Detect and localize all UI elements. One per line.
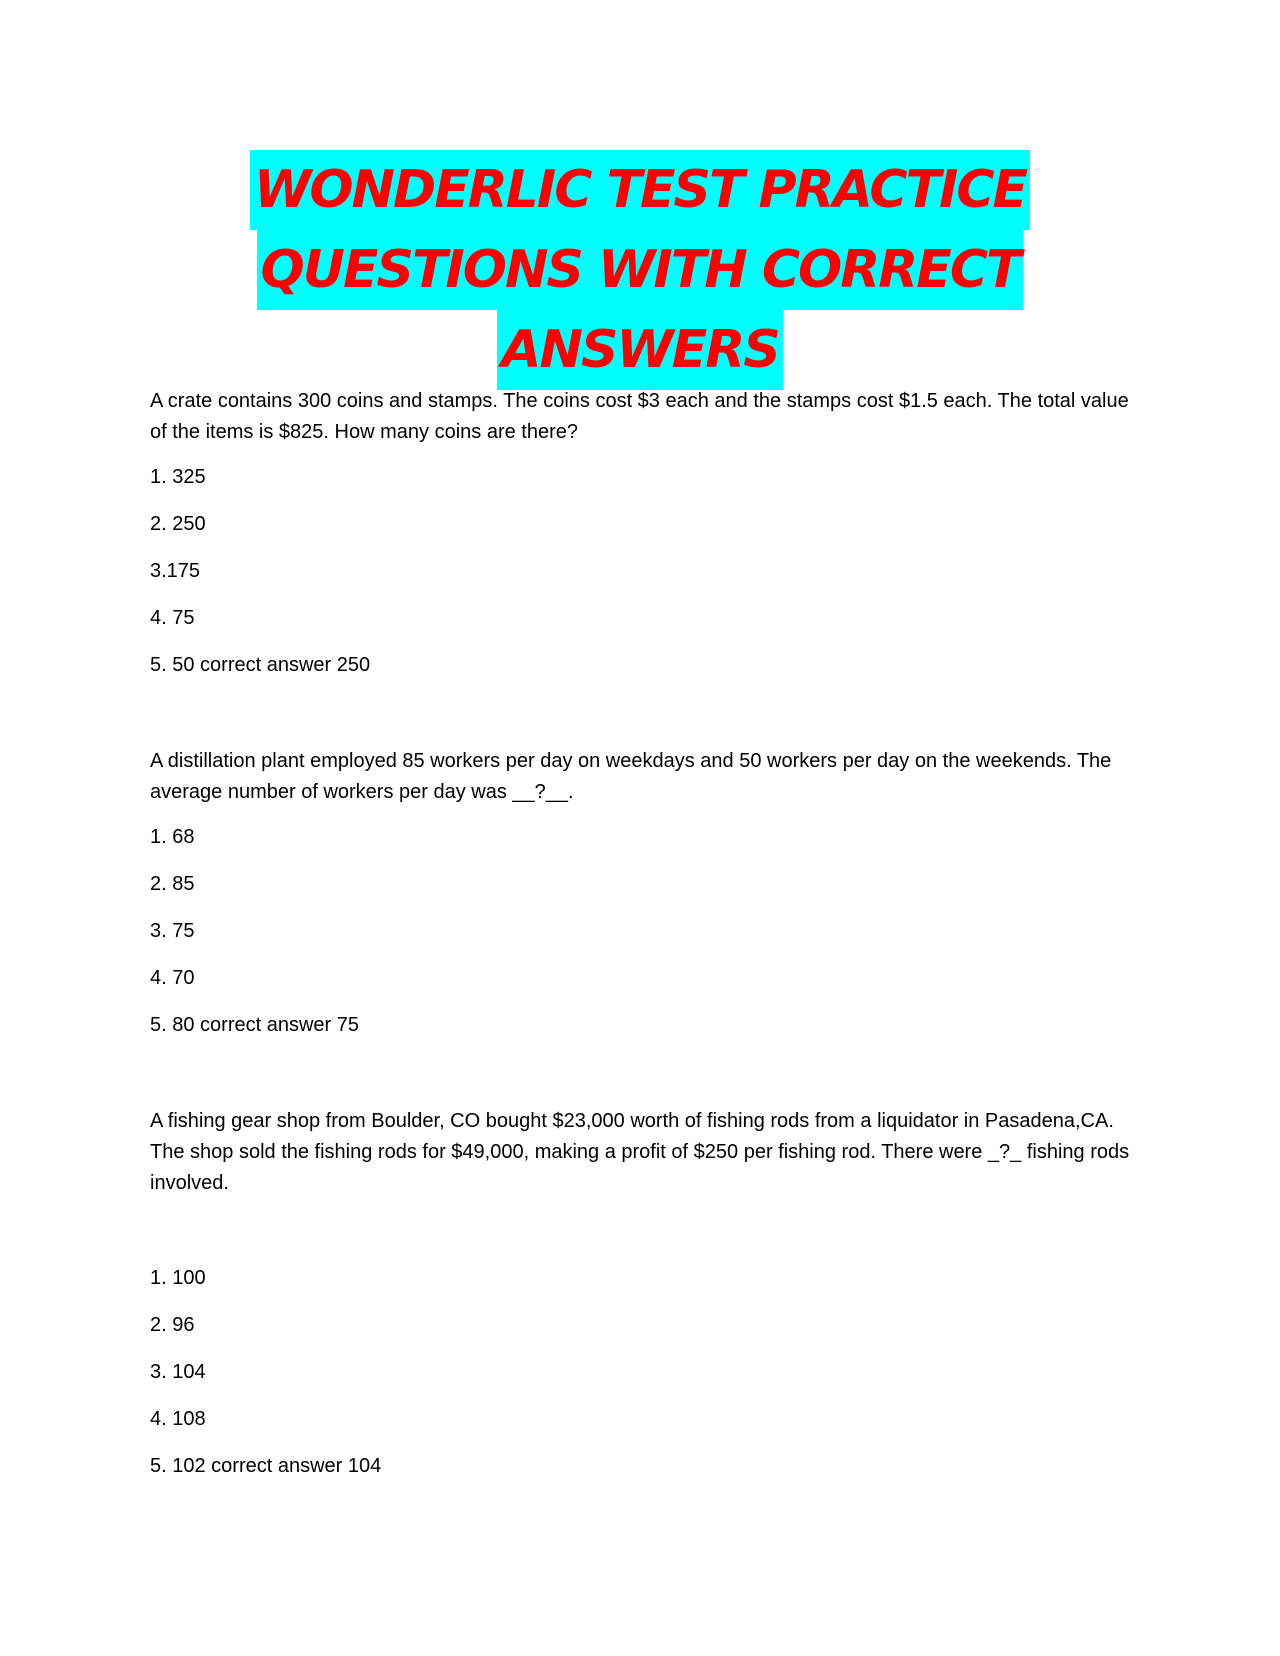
- question-3: [150, 1106, 1130, 1482]
- option-3: 3. 75: [150, 920, 195, 942]
- option-4: 4. 75: [150, 607, 195, 629]
- title-line-2: QUESTIONS WITH CORRECT: [257, 230, 1024, 310]
- title-line-3: ANSWERS: [497, 310, 783, 390]
- option-5: 5. 102 correct answer 104: [150, 1455, 382, 1477]
- question-text: A fishing gear shop from Boulder, CO bought $23,000 worth of fishing rods from a liquidator in Pasadena,CA. The shop sold the fishing rods for $49,000, making a profit of $250 per fishing rod. There were _?_ fishing rods involved.: [150, 1110, 1130, 1194]
- option-2: 2. 96: [150, 1314, 195, 1336]
- option-4: 4. 70: [150, 967, 195, 989]
- option-4: 4. 108: [150, 1408, 206, 1430]
- option-5: 5. 50 correct answer 250: [150, 654, 371, 676]
- option-3: 3. 104: [150, 1361, 206, 1383]
- option-5: 5. 80 correct answer 75: [150, 1014, 359, 1036]
- option-2: 2. 250: [150, 513, 206, 535]
- option-1: 1. 68: [150, 826, 195, 848]
- question-text: A crate contains 300 coins and stamps. The coins cost $3 each and the stamps cost $1.5 each. The total value of the items is $825. How many coins are there?: [150, 390, 1129, 443]
- option-1: 1. 325: [150, 466, 206, 488]
- question-2: [150, 746, 1130, 1041]
- option-3: 3.175: [150, 560, 201, 582]
- option-2: 2. 85: [150, 873, 195, 895]
- title-line-1: WONDERLIC TEST PRACTICE: [250, 150, 1030, 230]
- question-1: [150, 386, 1130, 681]
- option-1: 1. 100: [150, 1267, 206, 1289]
- document-title: [150, 150, 1130, 390]
- question-text: A distillation plant employed 85 workers per day on weekdays and 50 workers per day on the weekends. The average number of workers per day was __?__.: [150, 750, 1112, 803]
